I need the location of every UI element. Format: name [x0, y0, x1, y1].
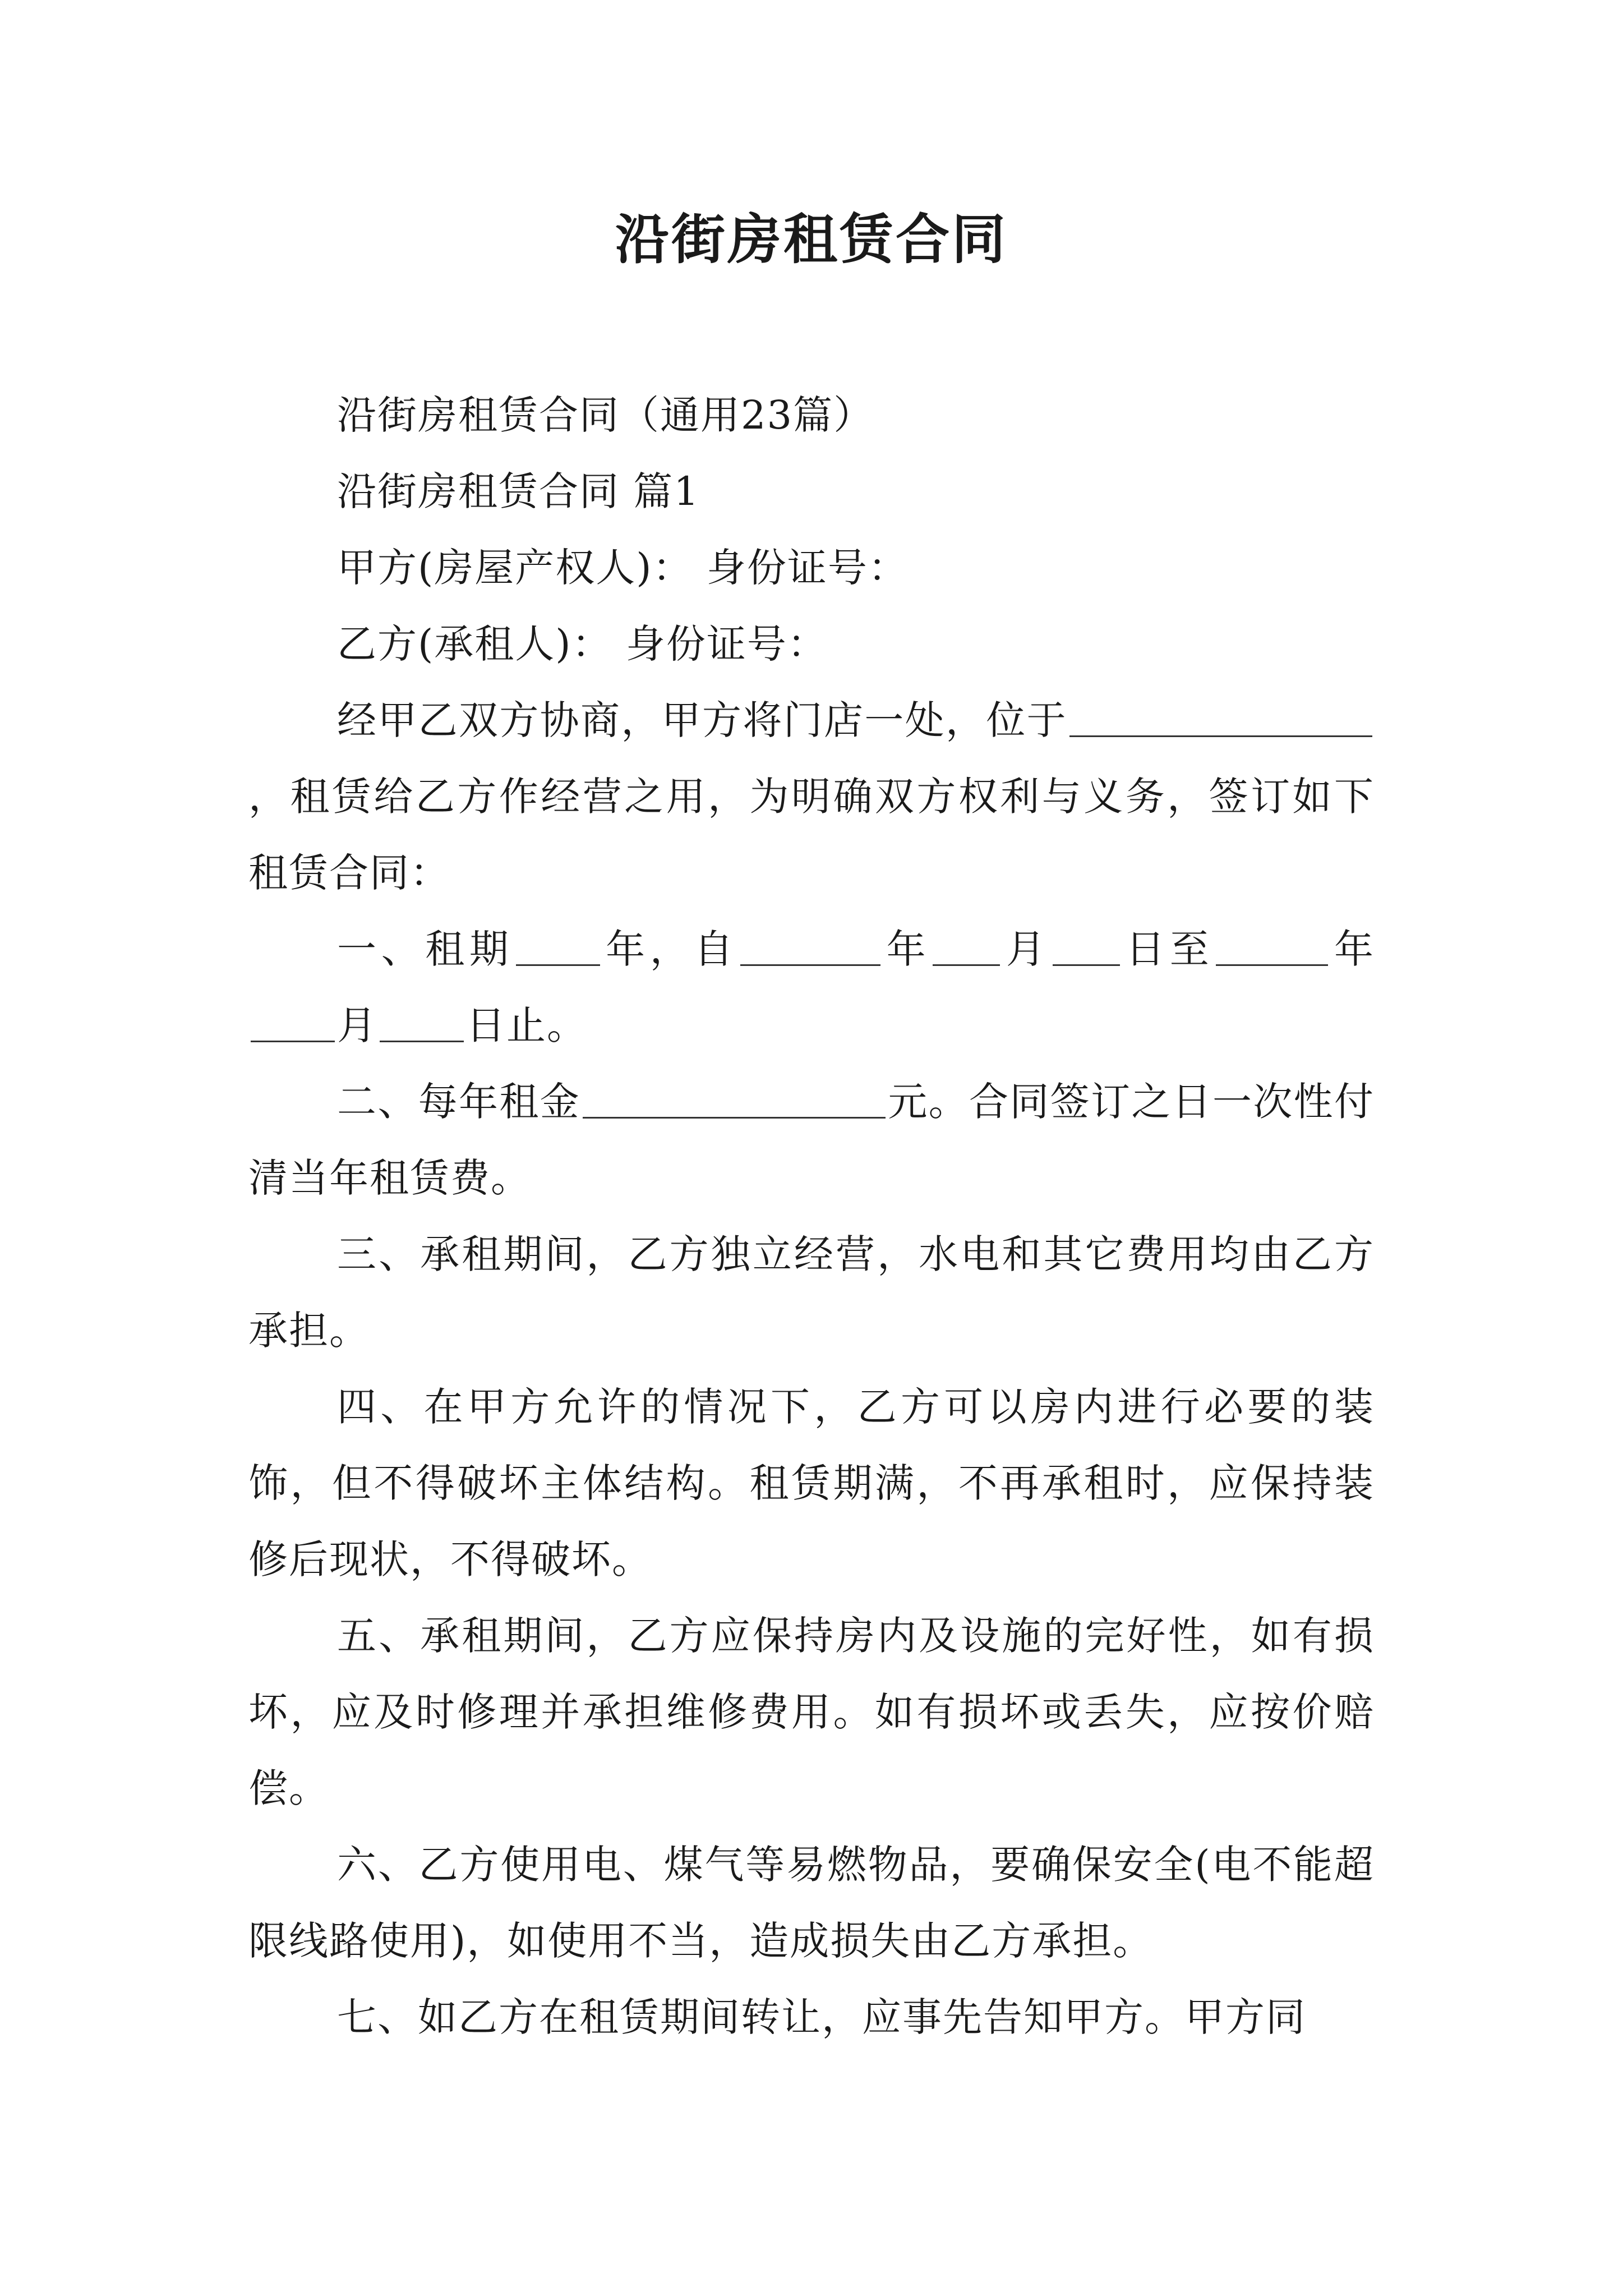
party-b-line: 乙方(承租人)： 身份证号：: [337, 621, 828, 667]
intro-text-2: ，租赁给乙方作经营之用，为明确双方权利与义务，签订如下租赁合同：: [248, 774, 1375, 896]
clause-1-text-g: 月: [337, 1002, 377, 1048]
clause-5: 五、承租期间，乙方应保持房内及设施的完好性，如有损坏，应及时修理并承担维修费用。如有损坏或丢失，应按价赔偿。: [248, 1613, 1375, 1811]
end-day-blank: [380, 1007, 464, 1042]
clause-2-text-a: 二、每年租金: [337, 1079, 580, 1125]
clause-3: 三、承租期间，乙方独立经营，水电和其它费用均由乙方承担。: [248, 1231, 1375, 1354]
end-month-blank: [251, 1007, 335, 1042]
clause-6: 六、乙方使用电、煤气等易燃物品，要确保安全(电不能超限线路使用)，如使用不当，造成损失由乙方承担。: [248, 1842, 1375, 1964]
party-a-line: 甲方(房屋产权人)： 身份证号：: [337, 545, 909, 591]
intro-text-1: 经甲乙双方协商，甲方将门店一处，位于: [337, 697, 1067, 743]
clause-1-text-d: 月: [1002, 926, 1050, 972]
clause-1-text-c: 年: [883, 926, 931, 972]
clause-7: 七、如乙方在租赁期间转让，应事先告知甲方。甲方同: [337, 1994, 1306, 2040]
clause-1-text-f: 年: [1330, 926, 1375, 972]
annual-rent-blank: [583, 1083, 886, 1119]
intro-paragraph: [248, 682, 1375, 911]
start-year-blank: [740, 931, 880, 966]
start-day-blank: [1053, 931, 1120, 966]
clause-1-text-b: 年，自: [602, 926, 738, 972]
term-years-blank: [516, 931, 600, 966]
start-month-blank: [933, 931, 1000, 966]
document-body: [248, 377, 1375, 2055]
location-blank: [1069, 702, 1372, 737]
end-year-blank: [1216, 931, 1328, 966]
clause-2-text-b: 元。合同签订之日一次性付清当年租赁费。: [248, 1079, 1375, 1201]
section-heading: 沿街房租赁合同 篇1: [337, 468, 700, 514]
document-title: 沿街房租赁合同: [615, 208, 1008, 271]
clause-1: [248, 911, 1375, 1064]
clause-2: [248, 1064, 1375, 1216]
clause-1-text-a: 一、租期: [337, 926, 514, 972]
subtitle: 沿街房租赁合同（通用23篇）: [337, 392, 874, 438]
clause-4: 四、在甲方允许的情况下，乙方可以房内进行必要的装饰，但不得破坏主体结构。租赁期满，不再承租时，应保持装修后现状，不得破坏。: [248, 1384, 1375, 1582]
clause-1-text-e: 日至: [1122, 926, 1214, 972]
clause-1-text-h: 日止。: [466, 1002, 587, 1048]
